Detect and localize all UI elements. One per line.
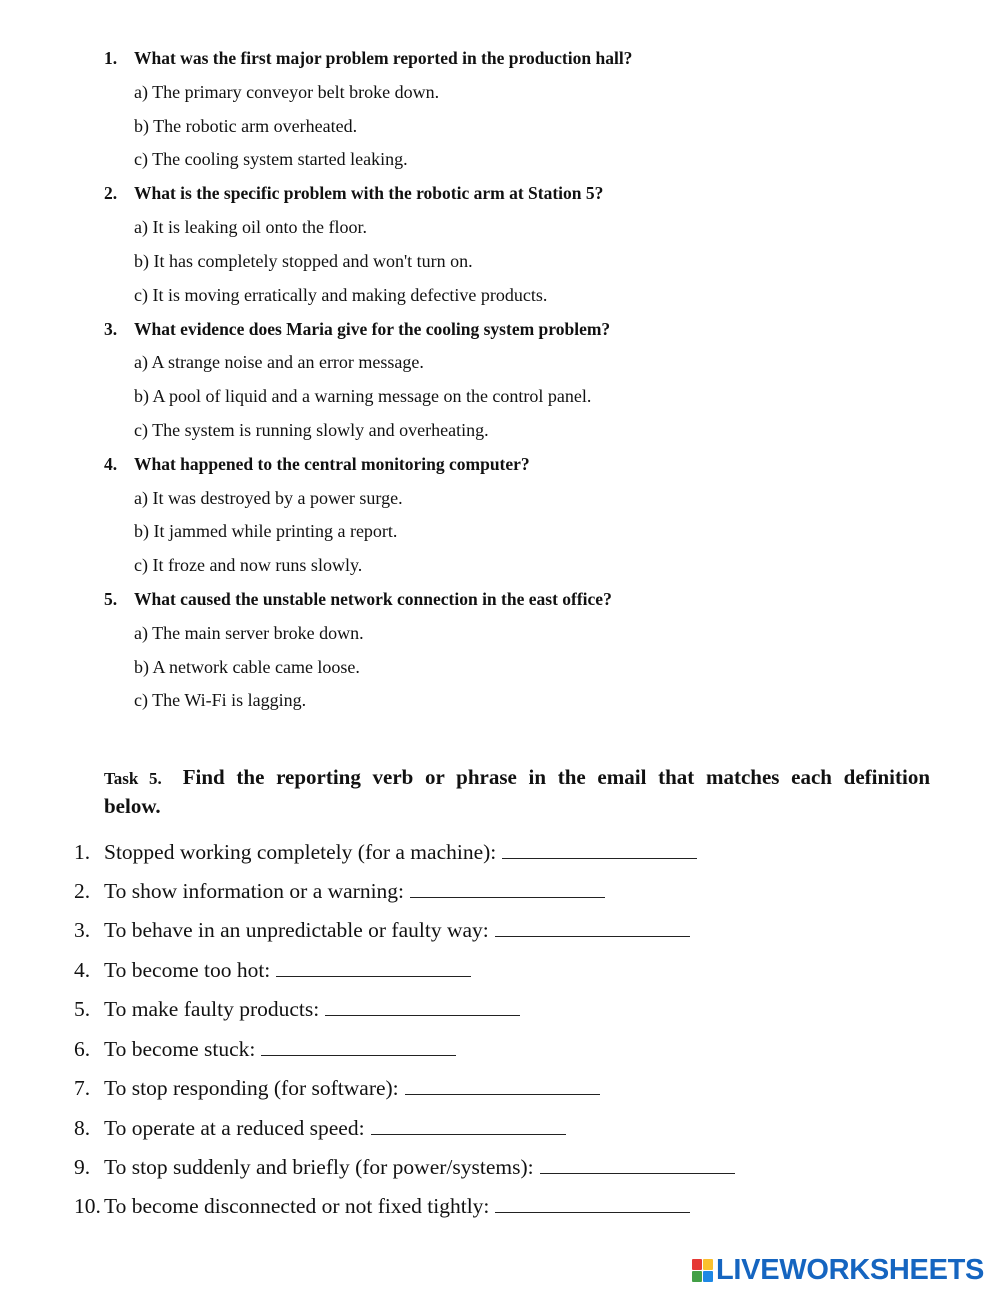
definition-number: 9. (74, 1155, 91, 1179)
question-number: 2. (104, 183, 118, 203)
option-2b[interactable]: b) It has completely stopped and won't turn on. (134, 251, 473, 271)
definition-7 (74, 1075, 600, 1101)
question-text: What is the specific problem with the robotic arm at Station 5? (134, 183, 604, 203)
definition-number: 6. (74, 1037, 91, 1061)
definition-text: To make faulty products: (104, 997, 320, 1021)
answer-blank[interactable] (276, 958, 471, 977)
definition-number: 5. (74, 997, 91, 1021)
definition-text: Stopped working completely (for a machine): (104, 840, 497, 864)
logo-blocks-icon (692, 1259, 713, 1282)
definition-text: To show information or a warning: (104, 879, 405, 903)
question-text: What was the first major problem reported in the production hall? (134, 48, 633, 68)
definition-text: To behave in an unpredictable or faulty way: (104, 918, 489, 942)
definition-4 (74, 957, 471, 983)
option-2c[interactable]: c) It is moving erratically and making defective products. (134, 285, 548, 305)
logo-block-1 (692, 1259, 702, 1270)
definition-3 (74, 917, 690, 943)
option-3a[interactable]: a) A strange noise and an error message. (134, 352, 424, 372)
definition-8 (74, 1115, 566, 1141)
option-1a[interactable]: a) The primary conveyor belt broke down. (134, 82, 440, 102)
definition-number: 7. (74, 1076, 91, 1100)
answer-blank[interactable] (495, 1194, 690, 1213)
answer-blank[interactable] (410, 879, 605, 898)
option-3b[interactable]: b) A pool of liquid and a warning message on the control panel. (134, 386, 592, 406)
answer-blank[interactable] (325, 997, 520, 1016)
option-2a[interactable]: a) It is leaking oil onto the floor. (134, 217, 367, 237)
definition-6 (74, 1036, 456, 1062)
question-number: 4. (104, 454, 118, 474)
definition-number: 2. (74, 879, 91, 903)
definition-5 (74, 996, 520, 1022)
definition-9 (74, 1154, 735, 1180)
logo-block-4 (703, 1271, 713, 1282)
definition-number: 1. (74, 840, 91, 864)
option-1c[interactable]: c) The cooling system started leaking. (134, 149, 408, 169)
answer-blank[interactable] (495, 918, 690, 937)
definition-text: To stop suddenly and briefly (for power/systems): (104, 1155, 534, 1179)
answer-blank[interactable] (540, 1155, 735, 1174)
definition-number: 4. (74, 958, 91, 982)
answer-blank[interactable] (261, 1037, 456, 1056)
definition-number: 10. (74, 1194, 101, 1218)
option-4a[interactable]: a) It was destroyed by a power surge. (134, 488, 403, 508)
question-5 (104, 588, 612, 610)
definition-2 (74, 878, 605, 904)
definition-text: To operate at a reduced speed: (104, 1116, 365, 1140)
option-3c[interactable]: c) The system is running slowly and overheating. (134, 420, 489, 440)
logo-text: LIVEWORKSHEETS (716, 1253, 985, 1286)
question-number: 5. (104, 589, 118, 609)
logo-block-2 (703, 1259, 713, 1270)
question-number: 1. (104, 48, 118, 68)
answer-blank[interactable] (405, 1076, 600, 1095)
question-text: What evidence does Maria give for the cooling system problem? (134, 319, 611, 339)
task-5-heading (104, 764, 930, 822)
question-number: 3. (104, 319, 118, 339)
task-label: Task 5. (104, 769, 162, 788)
answer-blank[interactable] (371, 1116, 566, 1135)
option-4c[interactable]: c) It froze and now runs slowly. (134, 555, 363, 575)
task-instruction: Find the reporting verb or phrase in the email that matches each definition (182, 765, 930, 789)
task-instruction-line2: below. (104, 794, 161, 818)
liveworksheets-logo (692, 1255, 984, 1285)
definition-1 (74, 839, 697, 865)
definition-text: To stop responding (for software): (104, 1076, 399, 1100)
question-4 (104, 453, 530, 475)
option-1b[interactable]: b) The robotic arm overheated. (134, 116, 358, 136)
definition-10 (74, 1193, 690, 1219)
definition-number: 8. (74, 1116, 91, 1140)
definition-text: To become too hot: (104, 958, 271, 982)
definition-number: 3. (74, 918, 91, 942)
option-5a[interactable]: a) The main server broke down. (134, 623, 364, 643)
option-4b[interactable]: b) It jammed while printing a report. (134, 521, 398, 541)
definition-text: To become disconnected or not fixed tightly: (104, 1194, 490, 1218)
definition-text: To become stuck: (104, 1037, 256, 1061)
option-5c[interactable]: c) The Wi-Fi is lagging. (134, 690, 307, 710)
logo-block-3 (692, 1271, 702, 1282)
question-2 (104, 182, 603, 204)
question-text: What caused the unstable network connection in the east office? (134, 589, 612, 609)
task-5-heading-line1 (104, 764, 930, 793)
question-1 (104, 47, 632, 69)
question-text: What happened to the central monitoring computer? (134, 454, 530, 474)
question-3 (104, 318, 610, 340)
answer-blank[interactable] (502, 840, 697, 859)
option-5b[interactable]: b) A network cable came loose. (134, 657, 360, 677)
